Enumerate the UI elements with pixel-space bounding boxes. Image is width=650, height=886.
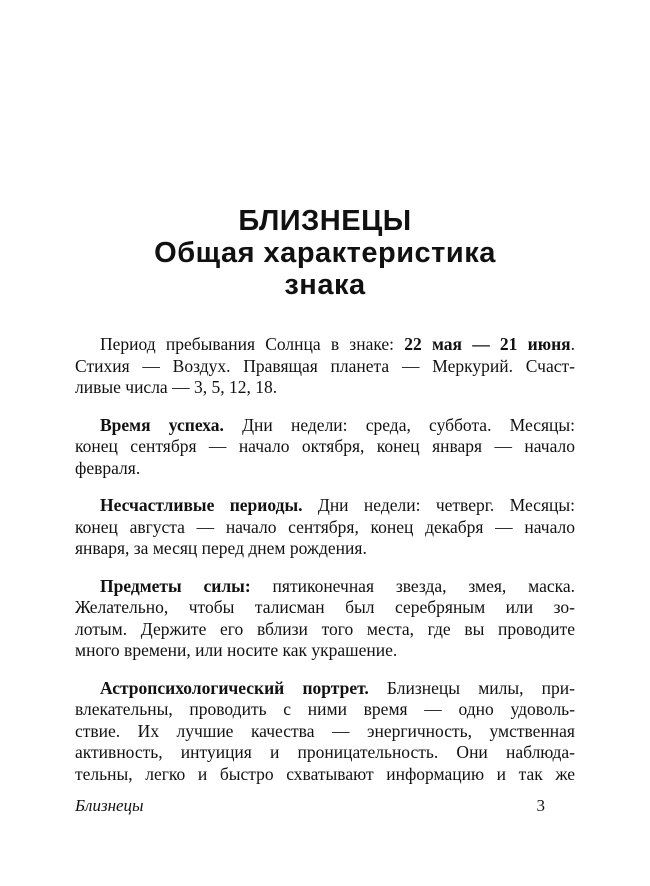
page-number: 3 <box>536 796 545 815</box>
paragraph <box>75 415 575 480</box>
text-segment: много времени, или носите как украшение. <box>75 640 398 660</box>
chapter-title-line-3: знака <box>284 269 366 301</box>
text-line <box>75 597 575 619</box>
text-line <box>75 721 575 743</box>
chapter-title-line-1: БЛИЗНЕЦЫ <box>238 205 412 237</box>
running-title: Близнецы <box>75 796 144 815</box>
chapter-title <box>75 205 575 301</box>
text-segment: Желательно, чтобы талисман был серебряным или зо- <box>75 597 575 617</box>
text-line <box>75 495 575 517</box>
text-line <box>75 436 575 458</box>
bold-text-segment: Предметы силы: <box>100 575 251 596</box>
paragraph <box>75 495 575 560</box>
bold-text-segment: Время успеха. <box>100 414 224 435</box>
text-line <box>75 764 575 786</box>
bold-text-segment: Несчастливые периоды. <box>100 495 303 515</box>
text-segment: Стихия — Воздух. Правящая планета — Меркурий. Счаст- <box>75 355 575 376</box>
bold-text-segment: 22 мая — 21 июня <box>404 334 571 354</box>
text-segment: Близнецы милы, при- <box>368 677 575 698</box>
text-segment: влекательны, проводить с ними время — одно удоволь- <box>75 699 575 719</box>
text-line <box>75 640 575 662</box>
body-text <box>75 334 575 785</box>
text-line <box>75 356 575 378</box>
text-line <box>75 742 575 764</box>
text-segment: Дни недели: четверг. Месяцы: <box>302 495 575 515</box>
paragraph <box>75 334 575 399</box>
text-line <box>75 699 575 721</box>
text-segment: Дни недели: среда, суббота. Месяцы: <box>223 414 575 435</box>
text-segment: января, за месяц перед днем рождения. <box>75 538 367 558</box>
text-segment: лотым. Держите его вблизи того места, где вы проводите <box>75 618 575 639</box>
text-line <box>75 517 575 539</box>
text-line <box>75 458 575 480</box>
text-line <box>75 334 575 356</box>
chapter-title-line-2: Общая характеристика <box>154 237 496 269</box>
text-line <box>75 619 575 641</box>
text-segment: тельны, легко и быстро схватывают информацию и так же <box>75 763 575 784</box>
text-line <box>75 678 575 700</box>
paragraph <box>75 576 575 662</box>
page-footer <box>75 796 575 816</box>
text-segment: ствие. Их лучшие качества — энергичность, умственная <box>75 720 575 741</box>
text-segment: конец сентября — начало октября, конец января — начало <box>75 436 575 456</box>
text-line <box>75 377 575 399</box>
paragraph <box>75 678 575 786</box>
text-segment: активность, интуиция и проницательность. Они наблюда- <box>75 742 575 762</box>
text-segment: . <box>570 334 575 354</box>
text-line <box>75 538 575 560</box>
text-segment: ливые числа — 3, 5, 12, 18. <box>75 377 278 397</box>
text-segment: Период пребывания Солнца в знаке: <box>100 334 405 354</box>
text-segment: февраля. <box>75 457 141 478</box>
text-line <box>75 415 575 437</box>
text-line <box>75 576 575 598</box>
text-segment: пятиконечная звезда, змея, маска. <box>250 575 576 596</box>
bold-text-segment: Астропсихологический портрет. <box>100 677 369 698</box>
text-segment: конец августа — начало сентября, конец декабря — начало <box>75 516 575 537</box>
